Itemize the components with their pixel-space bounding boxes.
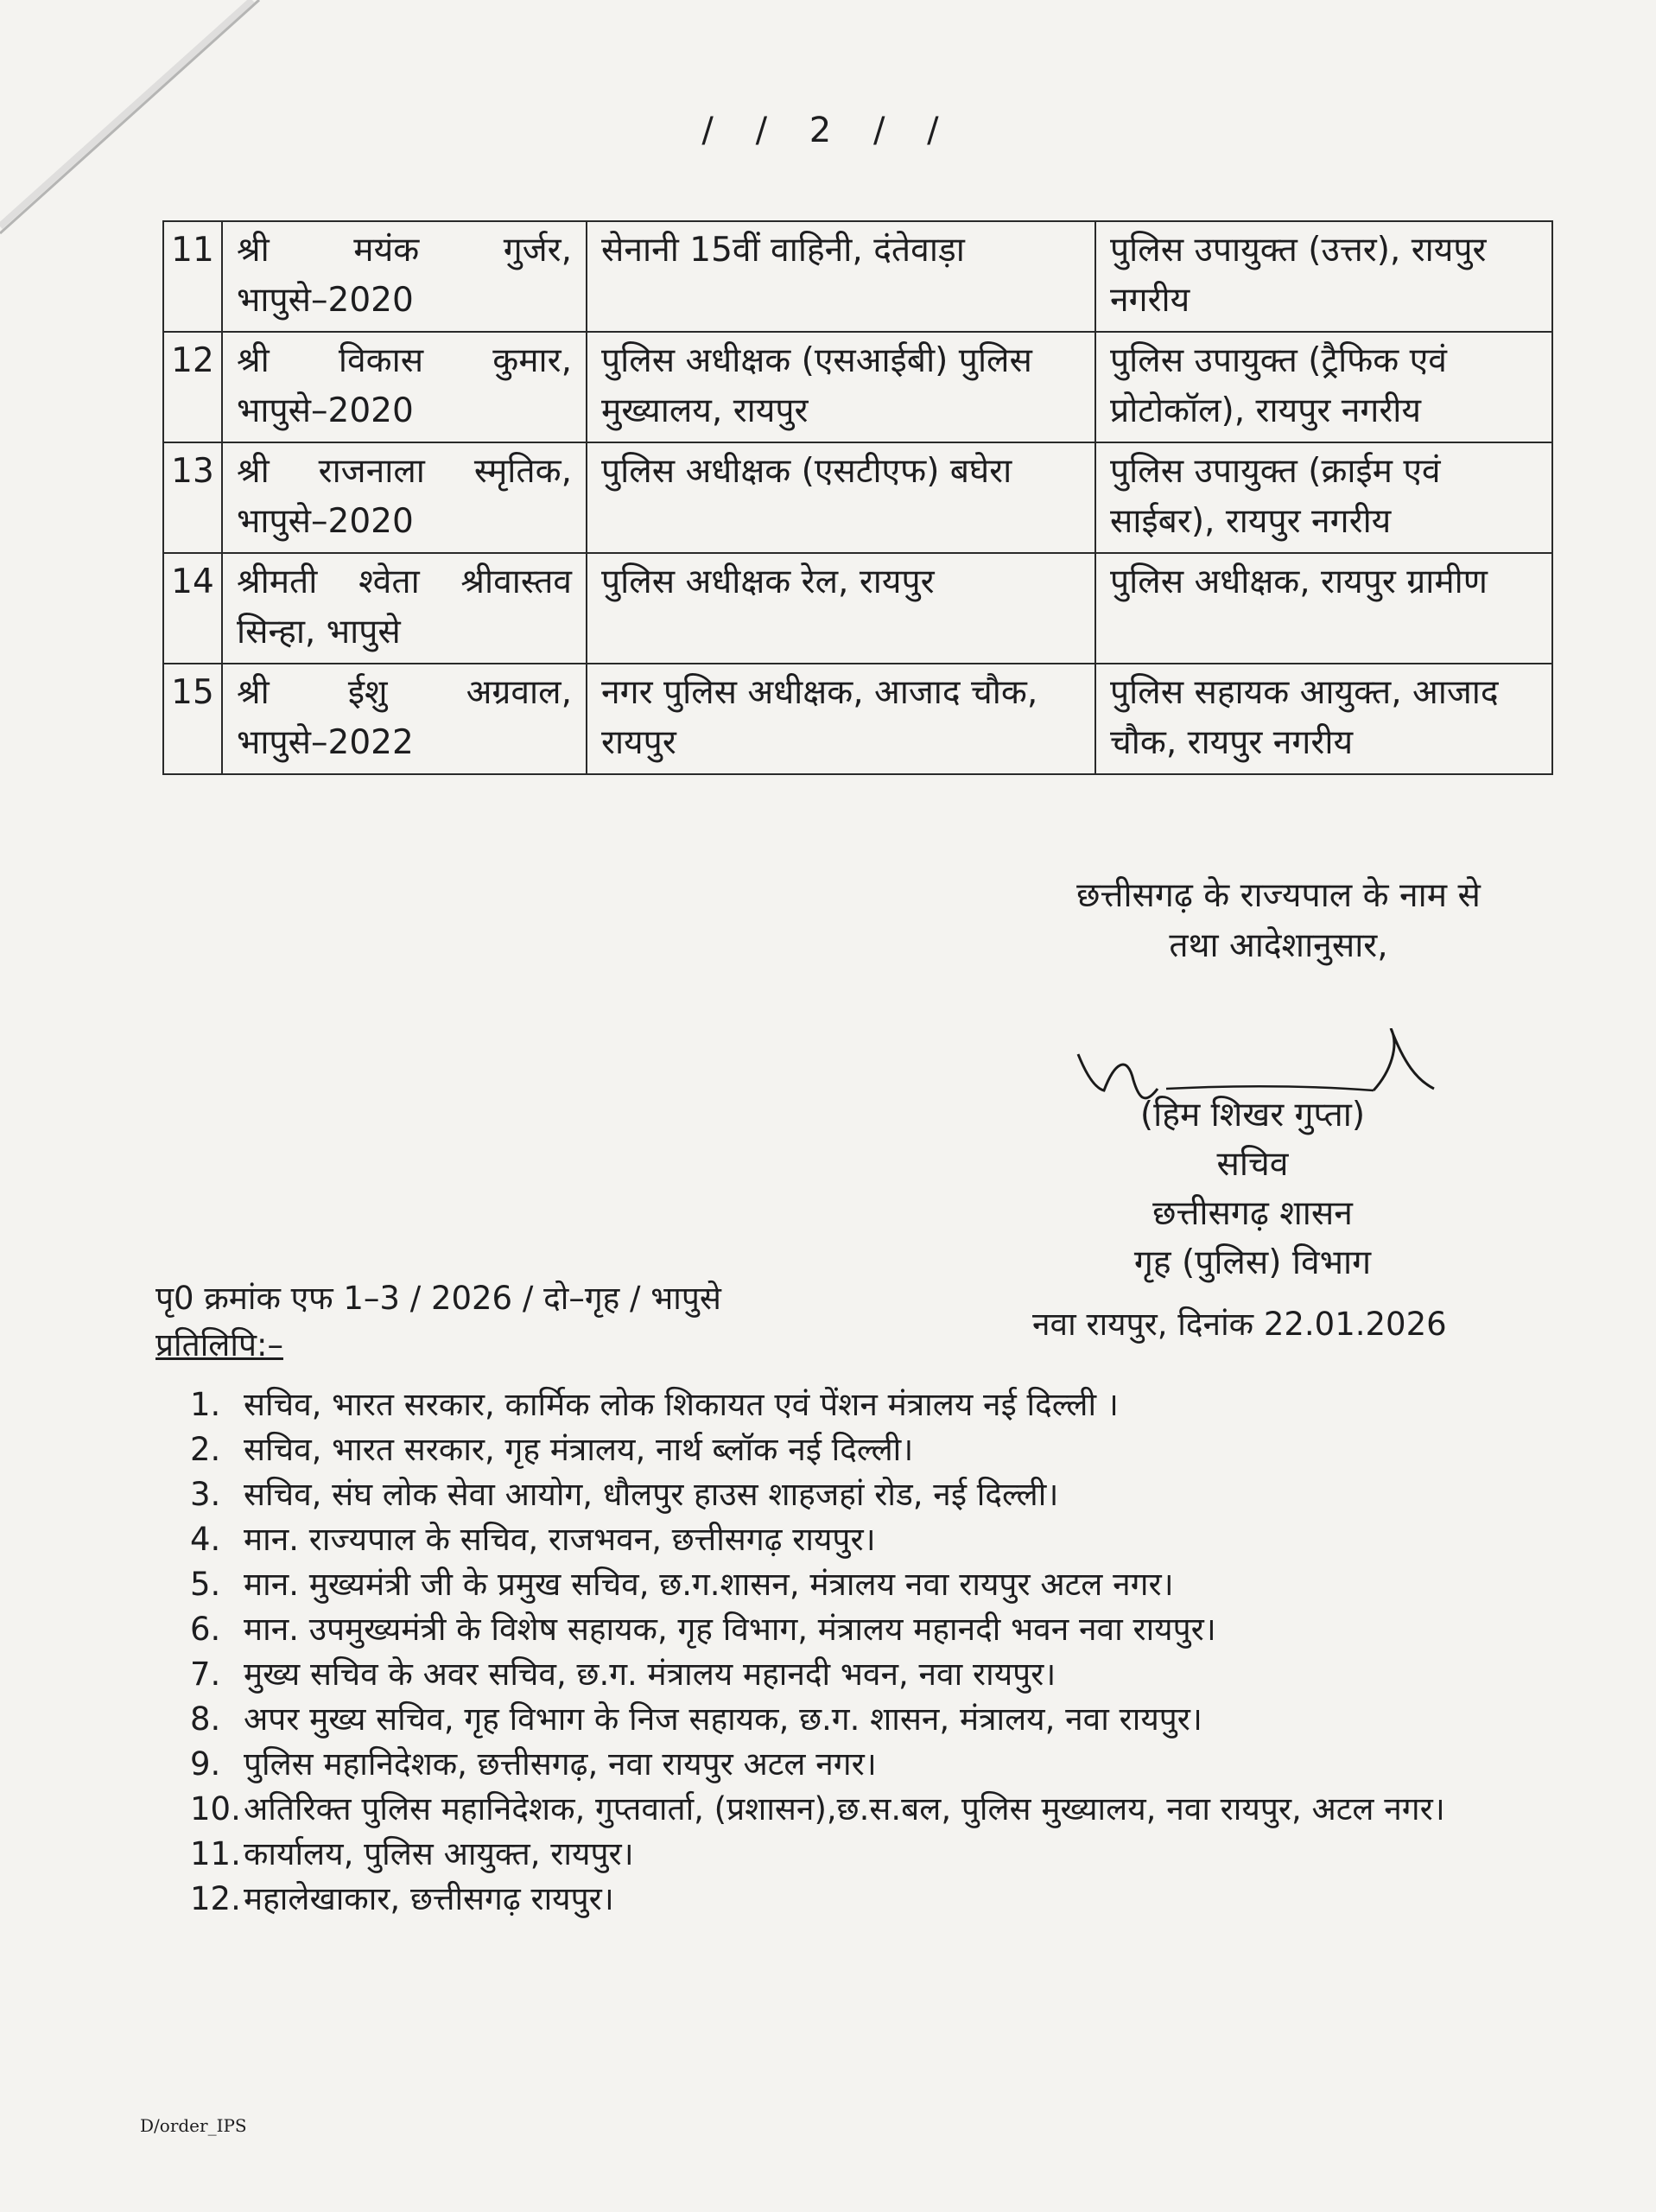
serial-number-cell: 12 <box>163 332 222 442</box>
recipient-number: 3. <box>190 1476 221 1513</box>
list-item <box>190 1877 1469 1922</box>
new-posting-cell: पुलिस अधीक्षक, रायपुर ग्रामीण <box>1095 553 1552 664</box>
officer-name-line-1: श्री विकास कुमार, <box>237 341 572 380</box>
list-item <box>190 1742 1469 1787</box>
list-item <box>190 1697 1469 1742</box>
footer-file-code: D/order_IPS <box>140 2115 247 2136</box>
recipient-text: महालेखाकार, छत्तीसगढ़ रायपुर। <box>244 1880 614 1917</box>
serial-number-cell: 13 <box>163 442 222 553</box>
recipient-number: 4. <box>190 1521 221 1558</box>
serial-number-cell: 15 <box>163 664 222 774</box>
list-item <box>190 1787 1469 1832</box>
recipient-list <box>190 1382 1469 1922</box>
officer-name-line-1: श्री राजनाला स्मृतिक, <box>237 452 572 491</box>
postings-table-body <box>163 221 1552 774</box>
current-posting-cell: पुलिस अधीक्षक (एसआईबी) पुलिस मुख्यालय, रायपुर <box>587 332 1095 442</box>
table-row <box>163 221 1552 332</box>
serial-number-cell: 14 <box>163 553 222 664</box>
recipient-text: अतिरिक्त पुलिस महानिदेशक, गुप्तवार्ता, (प्रशासन),छ.स.बल, पुलिस मुख्यालय, नवा रायपुर, अटल नगर। <box>244 1790 1445 1827</box>
recipient-text: सचिव, भारत सरकार, गृह मंत्रालय, नार्थ ब्लॉक नई दिल्ली। <box>244 1431 914 1468</box>
officer-name-line-1: श्री मयंक गुर्जर, <box>237 231 572 270</box>
page-number: / / 2 / / <box>701 111 955 150</box>
officer-name-cell <box>222 332 587 442</box>
current-posting-cell: पुलिस अधीक्षक रेल, रायपुर <box>587 553 1095 664</box>
recipient-text: सचिव, संघ लोक सेवा आयोग, धौलपुर हाउस शाहजहां रोड, नई दिल्ली। <box>244 1476 1059 1513</box>
list-item <box>190 1517 1469 1562</box>
recipient-number: 10. <box>190 1790 241 1827</box>
current-posting-cell: नगर पुलिस अधीक्षक, आजाद चौक, रायपुर <box>587 664 1095 774</box>
governor-line-2: तथा आदेशानुसार, <box>1169 926 1388 965</box>
reference-number: पृ0 क्रमांक एफ 1–3 / 2026 / दो–गृह / भापुसे <box>155 1280 721 1317</box>
signatory-name: (हिम शिखर गुप्ता) <box>1139 1096 1366 1135</box>
list-item <box>190 1832 1469 1877</box>
signatory-department: गृह (पुलिस) विभाग <box>1133 1243 1372 1282</box>
new-posting-cell: पुलिस उपायुक्त (ट्रैफिक एवं प्रोटोकॉल), रायपुर नगरीय <box>1095 332 1552 442</box>
governor-order-text <box>985 871 1572 971</box>
officer-name-line-2: भापुसे–2020 <box>237 281 414 320</box>
postings-table <box>162 220 1553 775</box>
officer-name-cell <box>222 664 587 774</box>
recipient-text: मान. राज्यपाल के सचिव, राजभवन, छत्तीसगढ़ रायपुर। <box>244 1521 876 1558</box>
table-row <box>163 664 1552 774</box>
recipient-number: 9. <box>190 1745 221 1783</box>
governor-line-1: छत्तीसगढ़ के राज्यपाल के नाम से <box>1076 876 1481 915</box>
officer-name-line-1: श्रीमती श्वेता श्रीवास्तव <box>237 563 572 601</box>
new-posting-cell: पुलिस उपायुक्त (उत्तर), रायपुर नगरीय <box>1095 221 1552 332</box>
table-row <box>163 553 1552 664</box>
officer-name-cell <box>222 553 587 664</box>
list-item <box>190 1382 1469 1427</box>
new-posting-cell: पुलिस सहायक आयुक्त, आजाद चौक, रायपुर नगरीय <box>1095 664 1552 774</box>
recipient-number: 11. <box>190 1835 241 1872</box>
officer-name-line-2: भापुसे–2022 <box>237 723 414 762</box>
signatory-block <box>1019 1090 1486 1287</box>
place-date: नवा रायपुर, दिनांक 22.01.2026 <box>1032 1306 1447 1343</box>
list-item <box>190 1427 1469 1472</box>
recipient-number: 2. <box>190 1431 221 1468</box>
officer-name-line-1: श्री ईशु अग्रवाल, <box>237 673 572 712</box>
signatory-designation: सचिव <box>1216 1145 1289 1184</box>
list-item <box>190 1652 1469 1697</box>
new-posting-cell: पुलिस उपायुक्त (क्राईम एवं साईबर), रायपुर नगरीय <box>1095 442 1552 553</box>
officer-name-line-2: भापुसे–2020 <box>237 502 414 541</box>
recipient-number: 6. <box>190 1611 221 1648</box>
recipient-text: मान. उपमुख्यमंत्री के विशेष सहायक, गृह विभाग, मंत्रालय महानदी भवन नवा रायपुर। <box>244 1611 1216 1648</box>
table-row <box>163 442 1552 553</box>
recipient-number: 12. <box>190 1880 241 1917</box>
recipient-text: सचिव, भारत सरकार, कार्मिक लोक शिकायत एवं पेंशन मंत्रालय नई दिल्ली । <box>244 1386 1119 1423</box>
signatory-government: छत्तीसगढ़ शासन <box>1152 1194 1353 1233</box>
copy-heading: प्रतिलिपि:– <box>155 1326 283 1363</box>
current-posting-cell: पुलिस अधीक्षक (एसटीएफ) बघेरा <box>587 442 1095 553</box>
recipient-text: कार्यालय, पुलिस आयुक्त, रायपुर। <box>244 1835 634 1872</box>
recipient-number: 8. <box>190 1700 221 1738</box>
current-posting-cell: सेनानी 15वीं वाहिनी, दंतेवाड़ा <box>587 221 1095 332</box>
recipient-text: अपर मुख्य सचिव, गृह विभाग के निज सहायक, छ.ग. शासन, मंत्रालय, नवा रायपुर। <box>244 1700 1202 1738</box>
officer-name-line-2: भापुसे–2020 <box>237 391 414 430</box>
list-item <box>190 1472 1469 1517</box>
officer-name-cell <box>222 221 587 332</box>
officer-name-cell <box>222 442 587 553</box>
serial-number-cell: 11 <box>163 221 222 332</box>
recipient-number: 7. <box>190 1656 221 1693</box>
recipient-text: मुख्य सचिव के अवर सचिव, छ.ग. मंत्रालय महानदी भवन, नवा रायपुर। <box>244 1656 1056 1693</box>
recipient-text: पुलिस महानिदेशक, छत्तीसगढ़, नवा रायपुर अटल नगर। <box>244 1745 877 1783</box>
recipient-text: मान. मुख्यमंत्री जी के प्रमुख सचिव, छ.ग.शासन, मंत्रालय नवा रायपुर अटल नगर। <box>244 1566 1174 1603</box>
officer-name-line-2: सिन्हा, भापुसे <box>237 613 401 652</box>
table-row <box>163 332 1552 442</box>
list-item <box>190 1607 1469 1652</box>
recipient-number: 1. <box>190 1386 221 1423</box>
recipient-number: 5. <box>190 1566 221 1603</box>
list-item <box>190 1562 1469 1607</box>
